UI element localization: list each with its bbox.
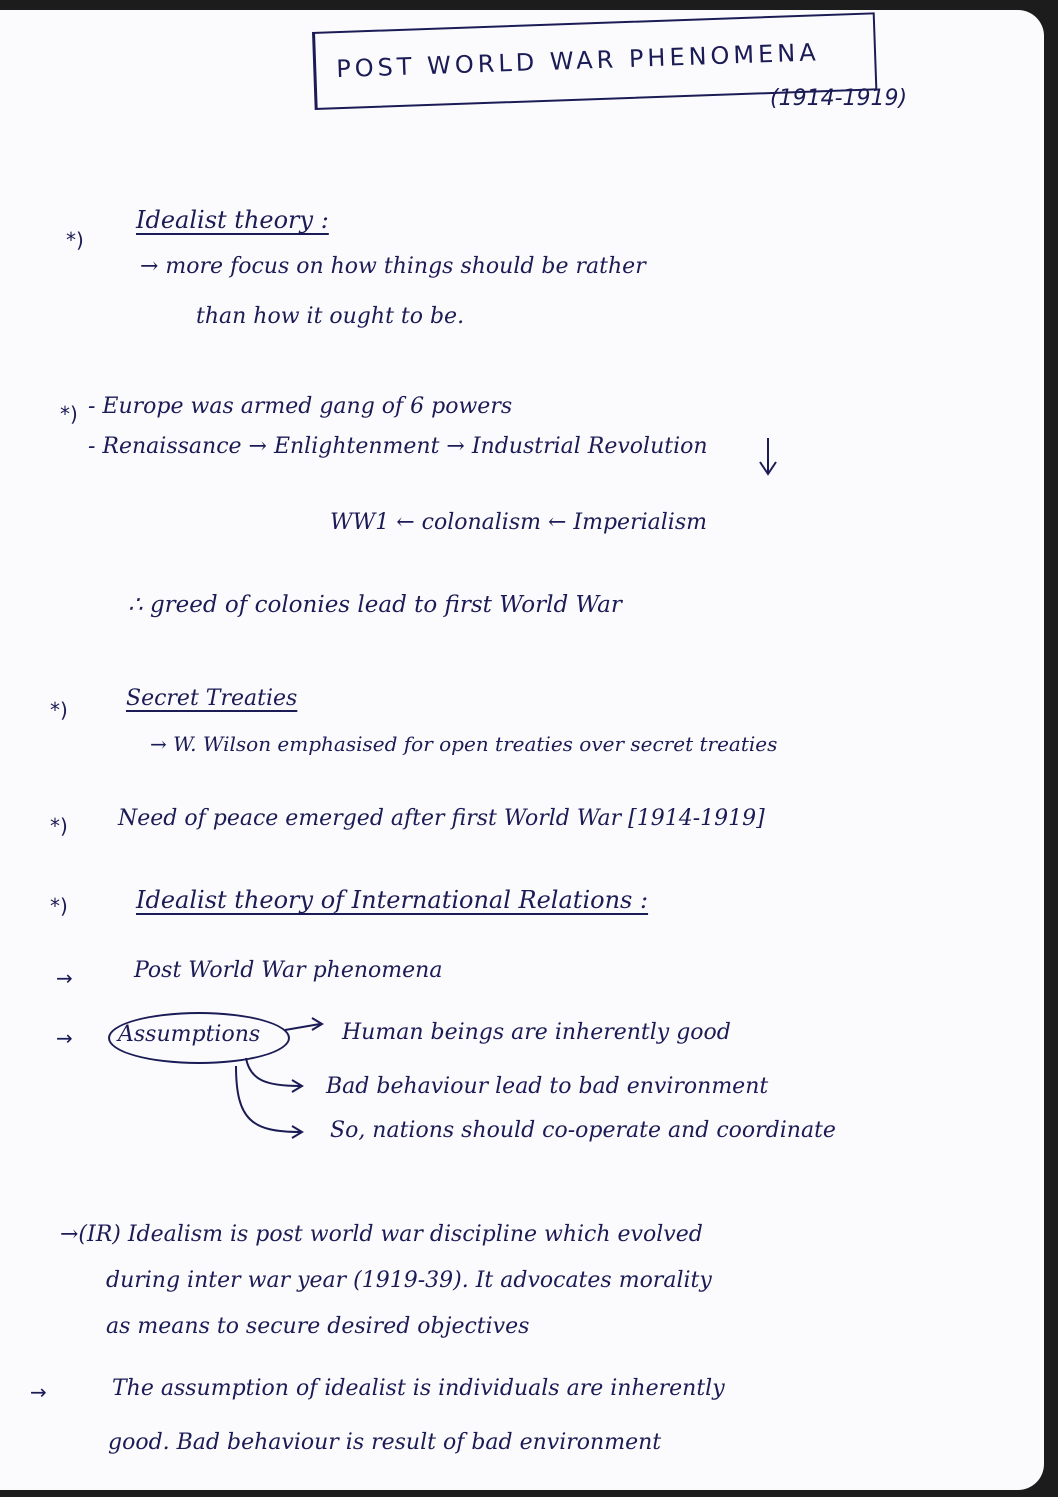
ir-heading: Idealist theory of International Relations : xyxy=(136,886,649,914)
idealist-heading: Idealist theory : xyxy=(136,206,329,234)
idealist-line-1: → more focus on how things should be rather xyxy=(140,254,646,279)
europe-line-1: - Europe was armed gang of 6 powers xyxy=(88,394,513,419)
post-ww-phenomena: Post World War phenomena xyxy=(134,958,443,983)
ir-para-line-4: The assumption of idealist is individuals are inherently xyxy=(112,1376,725,1401)
notebook-page xyxy=(0,10,1044,1490)
europe-line-2: - Renaissance → Enlightenment → Industrial Revolution xyxy=(88,434,708,459)
arrow-bullet-3: → xyxy=(30,1380,47,1404)
star-bullet-5: *) xyxy=(50,894,68,918)
assumptions-label: Assumptions xyxy=(118,1022,261,1047)
idealist-line-2: than how it ought to be. xyxy=(196,304,465,329)
peace-line: Need of peace emerged after first World War [1914-1919] xyxy=(118,806,765,831)
arrow-bullet-2: → xyxy=(56,1026,73,1050)
ir-para-line-3: as means to secure desired objectives xyxy=(106,1314,530,1339)
hand-drawn-arrows xyxy=(0,10,1044,1490)
title-dates: (1914-1919) xyxy=(770,86,908,111)
star-bullet-3: *) xyxy=(50,698,68,722)
page-title: POST WORLD WAR PHENOMENA xyxy=(335,38,821,84)
branch-arrows-icon xyxy=(236,1018,322,1138)
star-bullet-1: *) xyxy=(66,228,84,252)
secret-treaties-heading: Secret Treaties xyxy=(126,686,298,711)
secret-treaties-line: → W. Wilson emphasised for open treaties over secret treaties xyxy=(150,732,778,756)
star-bullet-2: *) xyxy=(60,402,78,426)
assumption-1: Human beings are inherently good xyxy=(342,1020,731,1045)
assumption-3: So, nations should co-operate and coordinate xyxy=(330,1118,836,1143)
greed-line: ∴ greed of colonies lead to first World War xyxy=(128,592,622,618)
down-arrow-icon xyxy=(760,438,776,474)
arrow-bullet-1: → xyxy=(56,966,73,990)
star-bullet-4: *) xyxy=(50,814,68,838)
cause-chain: WW1 ← colonalism ← Imperialism xyxy=(330,510,707,535)
ir-para-line-2: during inter war year (1919-39). It advocates morality xyxy=(106,1268,712,1293)
ir-para-line-5: good. Bad behaviour is result of bad environment xyxy=(108,1430,662,1455)
ir-para-line-1: →(IR) Idealism is post world war discipline which evolved xyxy=(60,1222,703,1247)
assumption-2: Bad behaviour lead to bad environment xyxy=(326,1074,769,1099)
